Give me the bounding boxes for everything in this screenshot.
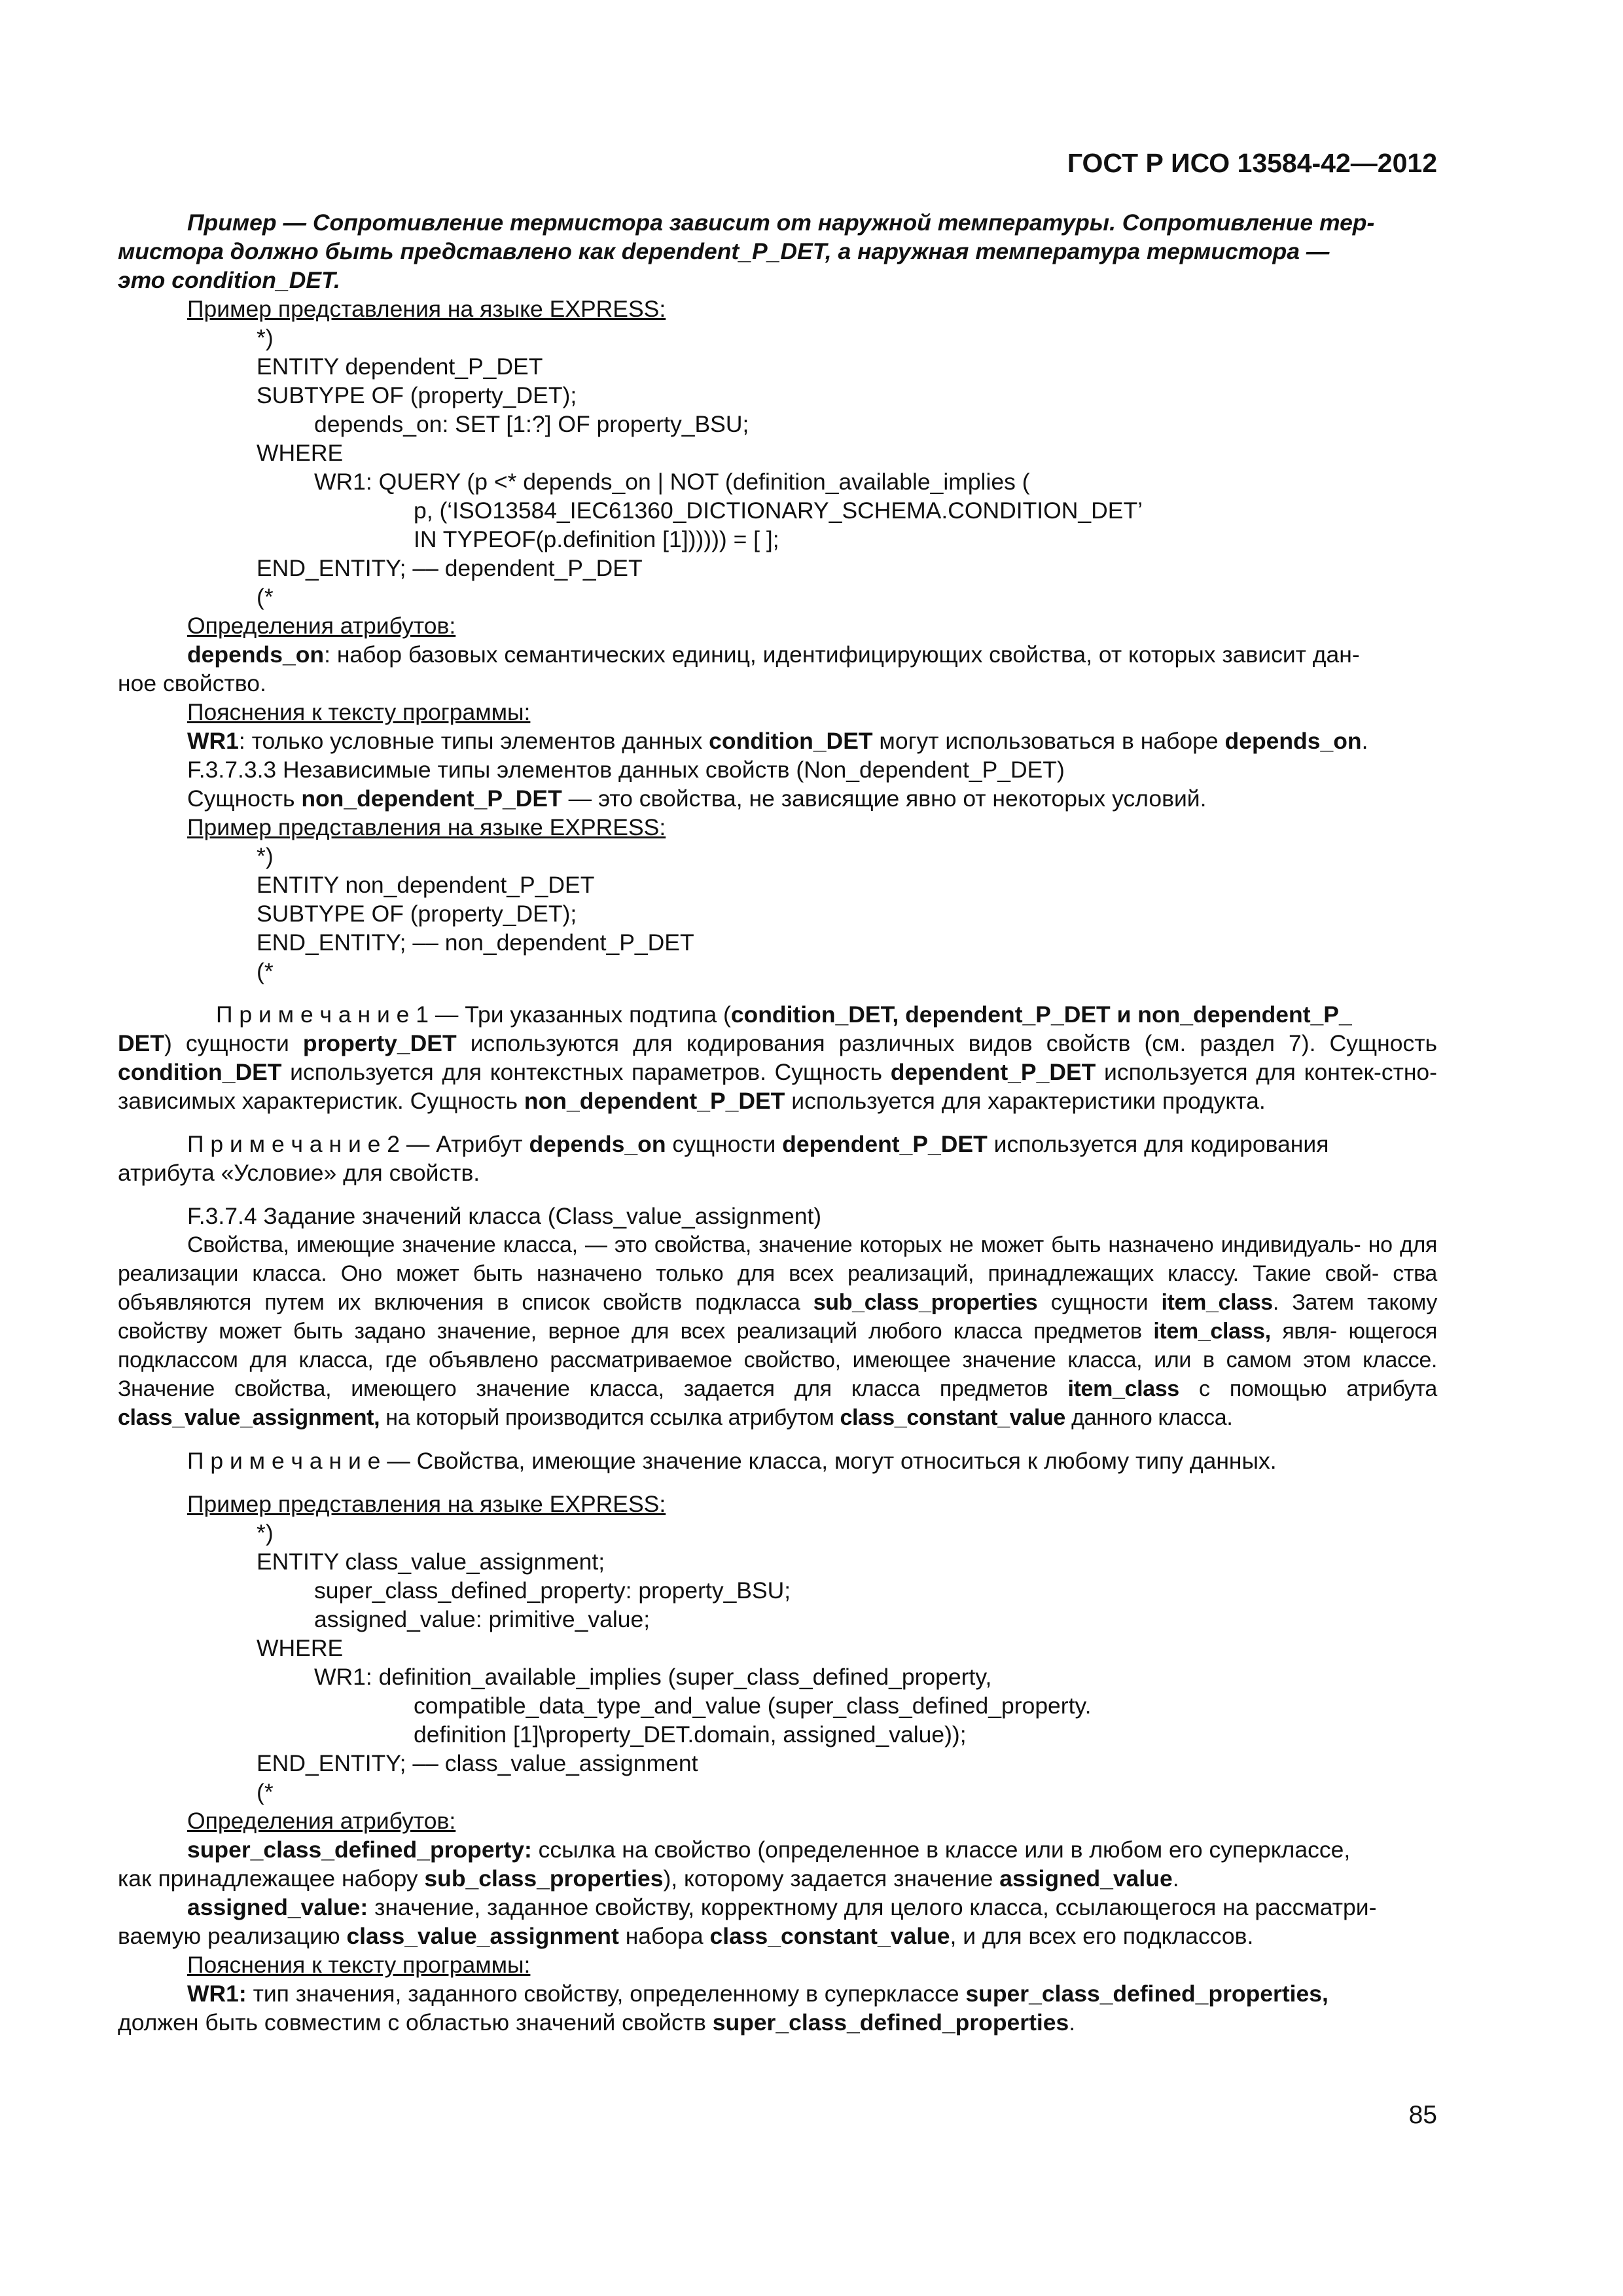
example-line-1: Пример — Сопротивление термистора зависит от наружной температуры. Сопротивление тер- (187, 209, 1375, 236)
code-line: ENTITY class_value_assignment; (257, 1549, 605, 1575)
code-line: compatible_data_type_and_value (super_class_defined_property. (414, 1693, 1092, 1719)
code-line: p, (‘ISO13584_IEC61360_DICTIONARY_SCHEMA.CONDITION_DET’ (414, 497, 1143, 524)
code-line: depends_on: SET [1:?] OF property_BSU; (314, 411, 749, 437)
note-2: П р и м е ч а н и е 2 — Атрибут depends_on сущности dependent_P_DET используется для кодирования атрибута «Условие» для свойств. (118, 1131, 1329, 1186)
code-line: WR1: QUERY (p <* depends_on | NOT (definition_available_implies ( (314, 469, 1030, 495)
code-line: *) (257, 843, 274, 869)
code-line: super_class_defined_property: property_BSU; (314, 1577, 791, 1604)
express-example-heading: Пример представления на языке EXPRESS: (187, 1491, 666, 1517)
code-line: ENTITY non_dependent_P_DET (257, 872, 595, 898)
note-1: П р и м е ч а н и е 1 — Три указанных подтипа (condition_DET, dependent_P_DET и non_dependent_P_ DET) сущности property_DET используются для кодирования различных видов свойств (см. раздел 7). Сущность condition_DET используется для контекстных параметров. Сущность dependent_P_DET используется для контек-стно-зависимых характеристик. Сущность non_dependent_P_DET используется для характеристики продукта. (118, 1001, 1437, 1114)
code-line: WR1: definition_available_implies (super_class_defined_property, (314, 1664, 992, 1690)
class-value-paragraph: Свойства, имеющие значение класса, — это свойства, значение которых не может быть назначено индивидуаль- но для реализации класса. Оно может быть назначено только для всех реализаций, принадлежащих классу. Такие свой- ства объявляются путем их включения в список свойств подкласса sub_class_properties сущности item_class. Затем такому свойству может быть задано значение, верное для всех реализаций любого класса предметов item_class, явля- ющегося подклассом для класса, где объявлено рассматриваемое свойство, имеющее значение класса, или в самом этом классе. Значение свойства, имеющего значение класса, задается для класса предметов item_class с помощью атрибута class_value_assignment, на который производится ссылка атрибутом class_constant_value данного класса. (118, 1232, 1437, 1430)
note-3: П р и м е ч а н и е — Свойства, имеющие значение класса, могут относиться к любому типу данных. (187, 1448, 1277, 1474)
code-line: *) (257, 1520, 274, 1546)
program-notes-heading: Пояснения к тексту программы: (187, 1952, 531, 1978)
code-line: IN TYPEOF(p.definition [1]))))) = [ ]; (414, 526, 779, 552)
code-line: WHERE (257, 440, 344, 466)
code-line: (* (257, 958, 274, 984)
attribute-definitions-heading: Определения атрибутов: (187, 1808, 456, 1834)
code-line: END_ENTITY; –– dependent_P_DET (257, 555, 643, 581)
non-dependent-sentence: Сущность non_dependent_P_DET — это свойства, не зависящие явно от некоторых условий. (187, 785, 1207, 812)
example-line-2: мистора должно быть представлено как dependent_P_DET, а наружная температура термистора — (118, 238, 1330, 264)
code-line: assigned_value: primitive_value; (314, 1606, 651, 1632)
code-line: END_ENTITY; –– class_value_assignment (257, 1750, 698, 1776)
code-line: ENTITY dependent_P_DET (257, 353, 543, 380)
code-line: definition [1]\property_DET.domain, assigned_value)); (414, 1721, 967, 1748)
program-notes-heading: Пояснения к тексту программы: (187, 699, 531, 725)
section-heading-f374: F.3.7.4 Задание значений класса (Class_value_assignment) (187, 1203, 822, 1229)
code-line: SUBTYPE OF (property_DET); (257, 901, 577, 927)
section-heading-f3733: F.3.7.3.3 Независимые типы элементов данных свойств (Non_dependent_P_DET) (187, 757, 1065, 783)
document-code-header: ГОСТ Р ИСО 13584-42—2012 (1067, 148, 1437, 178)
attribute-definitions-heading: Определения атрибутов: (187, 613, 456, 639)
example-line-3: это condition_DET. (118, 267, 340, 293)
depends-on-definition: depends_on: набор базовых семантических единиц, идентифицирующих свойства, от которых зависит дан- (187, 641, 1360, 668)
code-line: (* (257, 584, 274, 610)
page-content (118, 208, 1437, 2037)
assigned-value-definition: assigned_value: значение, заданное свойству, корректному для целого класса, ссылающегося на рассматри- ваемую реализацию class_value_assignment набора class_constant_value, и для всех его подклассов. (118, 1894, 1377, 1949)
wr1-explanation-2: WR1: тип значения, заданного свойству, определенному в суперклассе super_class_defined_properties, должен быть совместим с областью значений свойств super_class_defined_properties. (118, 1981, 1329, 2036)
page-number: 85 (1408, 2101, 1437, 2129)
code-line: SUBTYPE OF (property_DET); (257, 382, 577, 408)
super-class-defined-property-definition: super_class_defined_property: ссылка на свойство (определенное в классе или в любом его суперклассе, как принадлежащее набору sub_class_properties), которому задается значение assigned_value. (118, 1837, 1351, 1892)
express-example-heading: Пример представления на языке EXPRESS: (187, 814, 666, 840)
code-line: END_ENTITY; –– non_dependent_P_DET (257, 929, 694, 956)
wr1-explanation: WR1: только условные типы элементов данных condition_DET могут использоваться в наборе depends_on. (187, 728, 1368, 754)
code-line: (* (257, 1779, 274, 1805)
code-line: *) (257, 325, 274, 351)
code-line: WHERE (257, 1635, 344, 1661)
depends-on-definition-cont: ное свойство. (118, 670, 266, 696)
express-example-heading: Пример представления на языке EXPRESS: (187, 296, 666, 322)
